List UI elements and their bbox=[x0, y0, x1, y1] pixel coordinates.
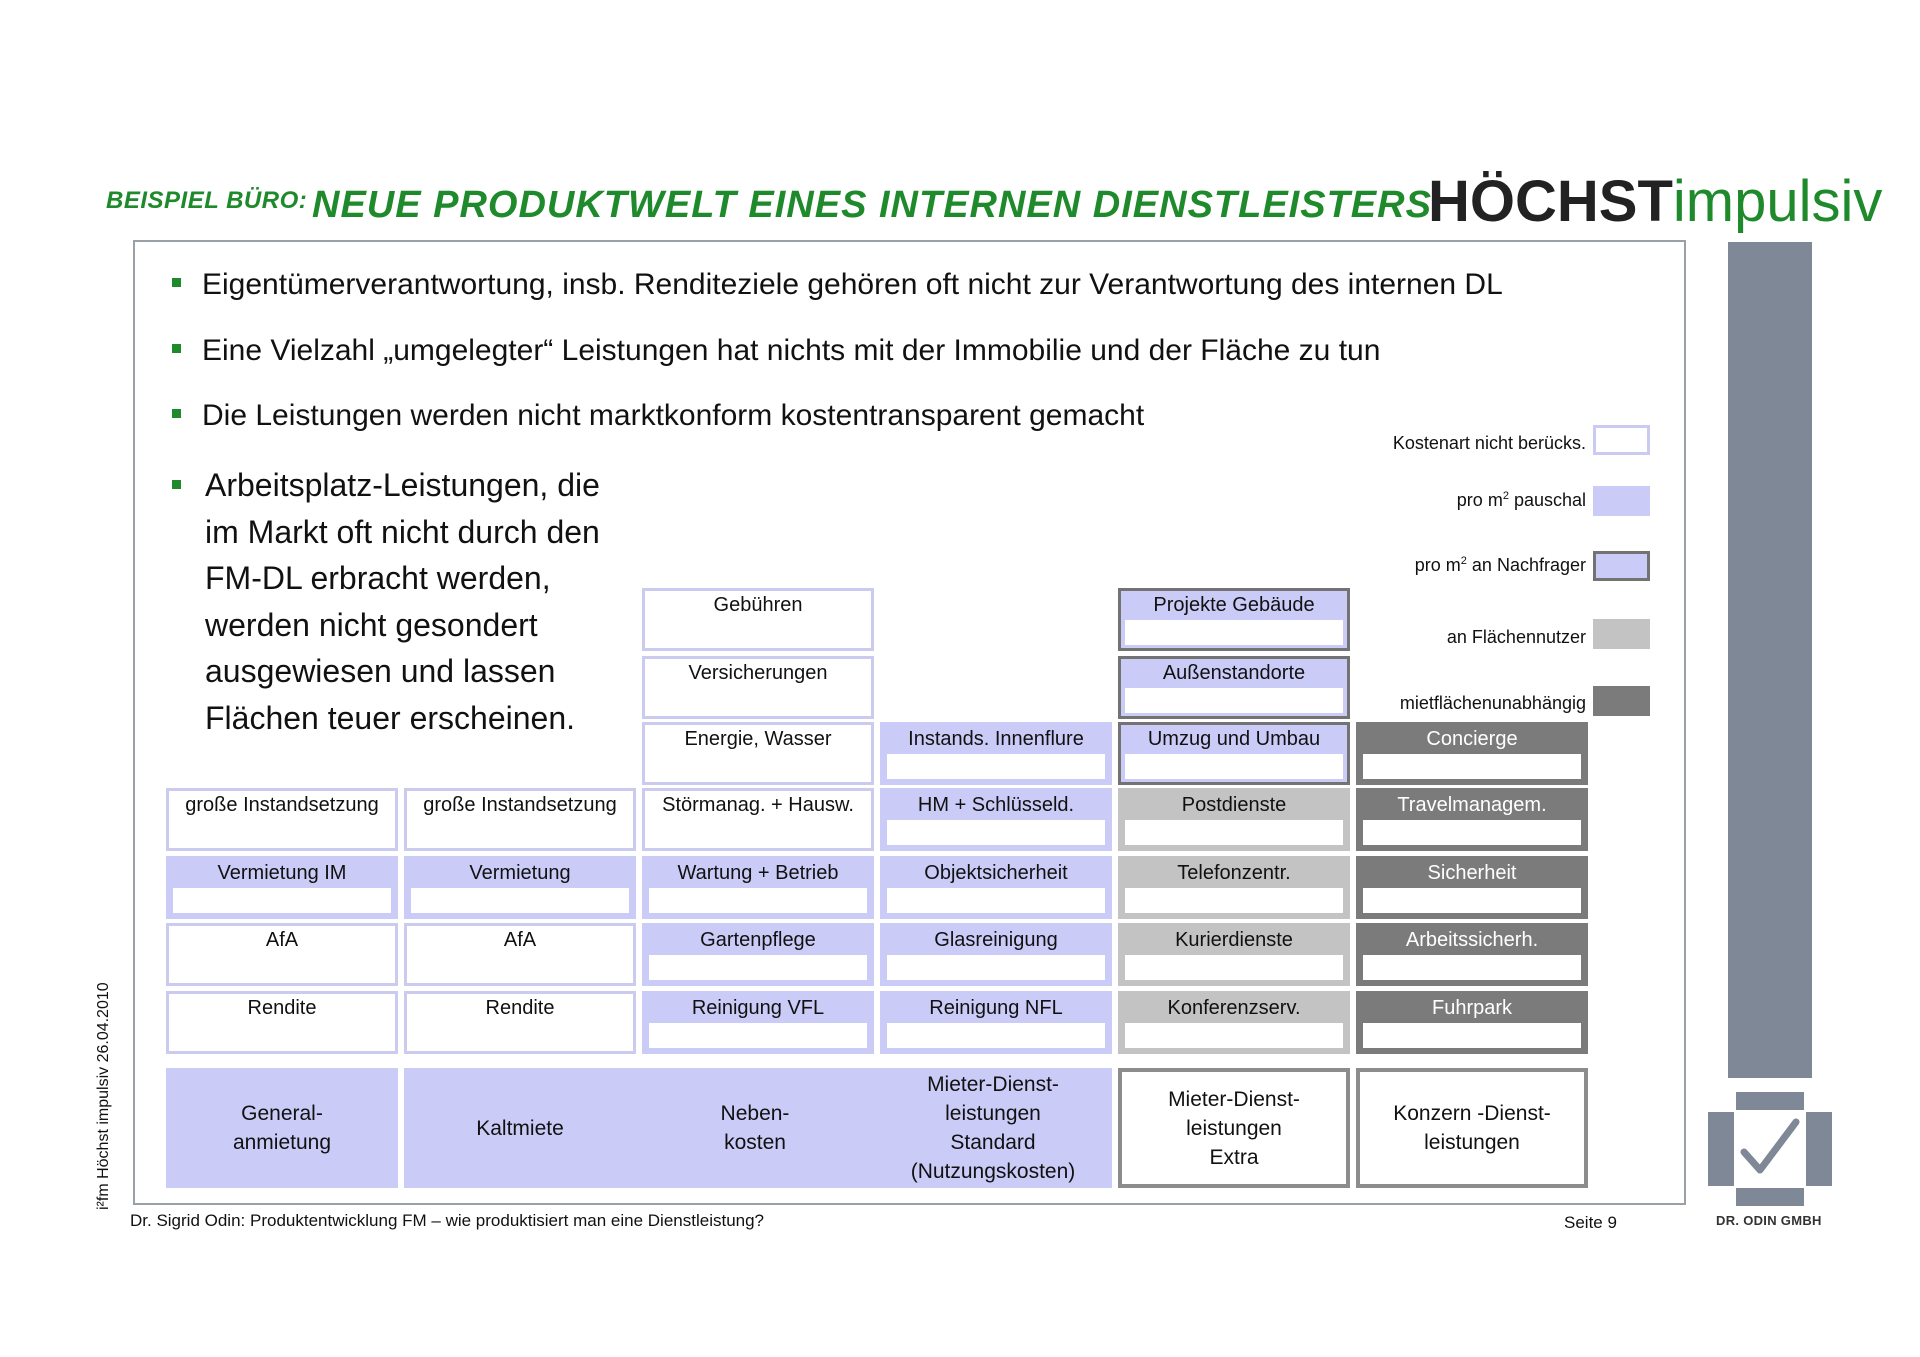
logo-part-1: HÖCHST bbox=[1428, 169, 1673, 234]
legend-label-requester: pro $m^2$ an Nachfrager bbox=[1414, 555, 1586, 575]
bullet-square-icon bbox=[172, 480, 181, 489]
bullet-1 bbox=[172, 268, 1503, 302]
cell-c2-3: AfA bbox=[404, 923, 636, 986]
bullet-2 bbox=[172, 334, 1380, 368]
cell-c5-2: Außenstandorte bbox=[1118, 656, 1350, 719]
cell-c3-2: Versicherungen bbox=[642, 656, 874, 719]
cell-c3-1: Gebühren bbox=[642, 588, 874, 651]
bullet-4-line: Arbeitsplatz-Leistungen, die bbox=[205, 467, 600, 503]
cell-c5-1: Projekte Gebäude bbox=[1118, 588, 1350, 651]
base-tenant-services-standard: Mieter-Dienst- leistungen Standard (Nutzungskosten) bbox=[874, 1068, 1112, 1188]
legend-label-not-considered: Kostenart nicht berücks. bbox=[1392, 433, 1586, 453]
cell-c6-1: Concierge bbox=[1356, 722, 1588, 785]
logo bbox=[1428, 168, 1882, 235]
cell-c1-4: Rendite bbox=[166, 991, 398, 1054]
footer-text: Dr. Sigrid Odin: Produktentwicklung FM – wie produktisiert man eine Dienstleistung? bbox=[130, 1211, 765, 1230]
cell-c1-1: große Instandsetzung bbox=[166, 788, 398, 851]
cell-c6-3: Sicherheit bbox=[1356, 856, 1588, 919]
vertical-footer: i²fm Höchst impulsiv 26.04.2010 bbox=[95, 982, 112, 1210]
sub-title: BEISPIEL BÜRO: bbox=[106, 187, 308, 214]
cell-c3-4: Störmanag. + Hausw. bbox=[642, 788, 874, 851]
cell-c5-7: Konferenzserv. bbox=[1118, 991, 1350, 1054]
legend-swatch-white bbox=[1593, 425, 1650, 455]
bullet-3 bbox=[172, 399, 1144, 433]
cell-c5-5: Telefonzentr. bbox=[1118, 856, 1350, 919]
legend-swatch-light-gray bbox=[1593, 619, 1650, 649]
base-cold-rent: Kaltmiete Neben- kosten bbox=[404, 1068, 874, 1188]
cell-c3-6: Gartenpflege bbox=[642, 923, 874, 986]
cell-c5-4: Postdienste bbox=[1118, 788, 1350, 851]
cell-c6-2: Travelmanagem. bbox=[1356, 788, 1588, 851]
cell-c3-3: Energie, Wasser bbox=[642, 722, 874, 785]
bullet-4-line: ausgewiesen und lassen bbox=[205, 653, 556, 689]
base-tenant-services-extra: Mieter-Dienst- leistungen Extra bbox=[1118, 1068, 1350, 1188]
cell-c1-2: Vermietung IM bbox=[166, 856, 398, 919]
cell-c5-3: Umzug und Umbau bbox=[1118, 722, 1350, 785]
cell-c4-5: Reinigung NFL bbox=[880, 991, 1112, 1054]
cell-c6-4: Arbeitssicherh. bbox=[1356, 923, 1588, 986]
bullet-4-line: im Markt oft nicht durch den bbox=[205, 513, 600, 550]
bullet-4-line: Flächen teuer erscheinen. bbox=[205, 699, 575, 736]
bullet-square-icon bbox=[172, 278, 181, 287]
cell-c5-6: Kurierdienste bbox=[1118, 923, 1350, 986]
bullet-square-icon bbox=[172, 409, 181, 418]
bullet-4-line: FM-DL erbracht werden, bbox=[205, 560, 551, 596]
base-group-services: Konzern -Dienst- leistungen bbox=[1356, 1068, 1588, 1188]
checkmark-logo-icon bbox=[1708, 1092, 1832, 1206]
cell-c4-1: Instands. Innenflure bbox=[880, 722, 1112, 785]
cell-c3-7: Reinigung VFL bbox=[642, 991, 874, 1054]
legend-swatch-dark-gray bbox=[1593, 686, 1650, 716]
bullet-1-text: Eigentümerverantwortung, insb. Renditeziele gehören oft nicht zur Verantwortung des internen DL bbox=[202, 268, 1503, 301]
page-title: NEUE PRODUKTWELT EINES INTERNEN DIENSTLEISTERS bbox=[312, 184, 1432, 226]
bullet-2-text: Eine Vielzahl „umgelegter“ Leistungen hat nichts mit der Immobilie und der Fläche zu tun bbox=[202, 334, 1381, 367]
legend-swatch-blue-outlined bbox=[1593, 551, 1650, 581]
legend-label-independent: mietflächenunabhängig bbox=[1399, 693, 1586, 713]
bullet-square-icon bbox=[172, 344, 181, 353]
cell-c2-4: Rendite bbox=[404, 991, 636, 1054]
cell-c4-3: Objektsicherheit bbox=[880, 856, 1112, 919]
cell-c1-3: AfA bbox=[166, 923, 398, 986]
bullet-4-line: werden nicht gesondert bbox=[205, 606, 538, 643]
logo-part-2: impulsiv bbox=[1672, 169, 1883, 234]
cell-c4-2: HM + Schlüsseld. bbox=[880, 788, 1112, 851]
cell-c2-1: große Instandsetzung bbox=[404, 788, 636, 851]
cell-c6-5: Fuhrpark bbox=[1356, 991, 1588, 1054]
base-general-lease: General- anmietung bbox=[166, 1068, 398, 1188]
cell-c2-2: Vermietung bbox=[404, 856, 636, 919]
legend-label-area-user: an Flächennutzer bbox=[1446, 627, 1586, 647]
bullet-3-text: Die Leistungen werden nicht marktkonform kostentransparent gemacht bbox=[202, 399, 1145, 432]
cell-c3-5: Wartung + Betrieb bbox=[642, 856, 874, 919]
page-number: Seite 9 bbox=[1564, 1213, 1617, 1232]
legend-swatch-blue bbox=[1593, 486, 1650, 516]
cell-c4-4: Glasreinigung bbox=[880, 923, 1112, 986]
side-bar bbox=[1728, 242, 1812, 1078]
company-name: DR. ODIN GMBH bbox=[1716, 1213, 1822, 1228]
legend-label-flat: pro $m^2$ pauschal bbox=[1456, 490, 1586, 510]
